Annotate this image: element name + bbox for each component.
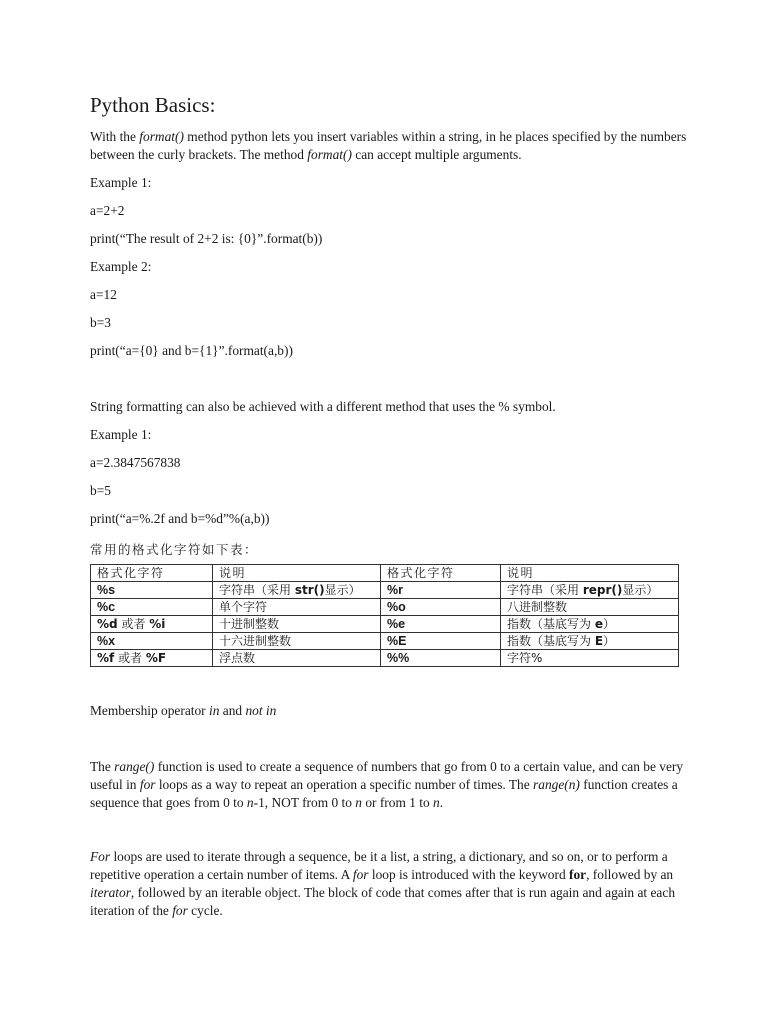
cell-text: 字符串（采用 <box>219 583 295 597</box>
for-keyword: For <box>90 849 111 864</box>
range-text: The <box>90 759 115 774</box>
intro-text-2: method python lets you insert variables within a string, in he places specified by the numbers between the curly brackets. The method <box>90 129 687 162</box>
format-example-label-1: Example 1: <box>90 175 152 190</box>
cell-text: ） <box>603 634 616 648</box>
table-cell-description: 字符% <box>501 650 679 667</box>
range-variable: n <box>246 795 254 810</box>
table-cell-specifier: %% <box>381 650 501 667</box>
cell-text: 指数（基底写为 <box>507 634 595 648</box>
percent-intro-paragraph: String formatting can also be achieved with a different method that uses the % symbol. <box>90 399 556 414</box>
cell-text: 或者 <box>117 617 150 631</box>
table-cell-specifier: %r <box>381 582 501 599</box>
range-variable: n <box>355 795 362 810</box>
cell-text: 显示） <box>622 583 659 597</box>
table-header-cell: 格式化字符 <box>381 565 501 582</box>
intro-code-format-2: format() <box>307 147 352 162</box>
table-cell-specifier: %c <box>91 599 213 616</box>
cell-code: e <box>594 617 603 631</box>
for-iterator-term: iterator <box>90 885 131 900</box>
table-cell-description <box>501 582 679 599</box>
intro-paragraph <box>90 128 690 164</box>
range-paragraph <box>90 758 690 812</box>
cell-code: repr() <box>582 583 623 597</box>
range-text: function creates a sequence that goes from 0 to <box>90 777 678 810</box>
format-example-line: print(“The result of 2+2 is: {0}”.format(b)) <box>90 231 323 246</box>
cell-text: 显示） <box>324 583 361 597</box>
for-keyword: for <box>172 903 188 918</box>
table-cell-specifier <box>91 650 213 667</box>
for-text: loop is introduced with the keyword <box>368 867 569 882</box>
format-specifier-table <box>90 564 679 667</box>
table-cell-specifier: %o <box>381 599 501 616</box>
format-example-line: a=2+2 <box>90 203 125 218</box>
cell-text: 指数（基底写为 <box>507 617 595 631</box>
table-row <box>91 633 679 650</box>
table-row <box>91 616 679 633</box>
membership-paragraph <box>90 702 690 720</box>
for-text: , followed by an iterable object. The block of code that comes after that is run again and again at each iteration of the <box>90 885 676 918</box>
membership-text: Membership operator <box>90 703 209 718</box>
cell-code: %f <box>97 651 115 665</box>
table-cell-description: 八进制整数 <box>501 599 679 616</box>
table-cell-description: 十六进制整数 <box>213 633 381 650</box>
range-text: or from 1 to <box>362 795 434 810</box>
intro-code-format: format() <box>139 129 184 144</box>
cell-code: %d <box>97 617 118 631</box>
format-example-line: a=12 <box>90 287 117 302</box>
format-example-line: print(“a={0} and b={1}”.format(a,b)) <box>90 343 293 358</box>
table-row <box>91 599 679 616</box>
table-cell-specifier: %e <box>381 616 501 633</box>
cell-text: 字符串（采用 <box>507 583 583 597</box>
table-row <box>91 650 679 667</box>
table-cell-specifier: %s <box>91 582 213 599</box>
format-example-label-2: Example 2: <box>90 259 152 274</box>
table-cell-specifier: %E <box>381 633 501 650</box>
for-keyword: for <box>352 867 369 882</box>
range-text: -1, NOT from 0 to <box>253 795 356 810</box>
percent-example-line: a=2.3847567838 <box>90 455 181 470</box>
table-cell-specifier: %x <box>91 633 213 650</box>
range-variable: n <box>433 795 440 810</box>
page-title: Python Basics: <box>90 93 216 117</box>
table-caption: 常用的格式化字符如下表： <box>90 542 259 557</box>
for-loop-paragraph <box>90 848 690 920</box>
table-cell-description <box>213 582 381 599</box>
range-text: . <box>439 795 444 810</box>
membership-keyword-not-in: not in <box>245 703 277 718</box>
cell-code: E <box>594 634 604 648</box>
for-text: , followed by an <box>586 867 674 882</box>
table-cell-description <box>501 616 679 633</box>
table-row <box>91 582 679 599</box>
cell-code: %i <box>149 617 166 631</box>
cell-code: str() <box>294 583 325 597</box>
for-text: cycle. <box>187 903 223 918</box>
cell-text: ） <box>602 617 615 631</box>
format-example-line: b=3 <box>90 315 111 330</box>
for-keyword-bold: for <box>569 867 587 882</box>
table-header-cell: 说明 <box>213 565 381 582</box>
membership-keyword-in: in <box>209 703 220 718</box>
cell-text: 或者 <box>114 651 146 665</box>
range-text: function is used to create a sequence of numbers that go from 0 to a certain value, and can be very useful in <box>90 759 684 792</box>
intro-text-1: With the <box>90 129 140 144</box>
table-header-cell: 说明 <box>501 565 679 582</box>
table-cell-description: 单个字符 <box>213 599 381 616</box>
range-code: range() <box>114 759 155 774</box>
table-cell-description: 十进制整数 <box>213 616 381 633</box>
range-code: range(n) <box>533 777 580 792</box>
percent-example-line: b=5 <box>90 483 111 498</box>
percent-example-label: Example 1: <box>90 427 152 442</box>
table-cell-specifier <box>91 616 213 633</box>
membership-text: and <box>219 703 246 718</box>
range-code: for <box>139 777 156 792</box>
percent-example-line: print(“a=%.2f and b=%d”%(a,b)) <box>90 511 270 526</box>
table-cell-description <box>501 633 679 650</box>
for-text: loops are used to iterate through a sequence, be it a list, a string, a dictionary, and so on, or to perform a repetitive operation a certain number of items. A <box>90 849 668 882</box>
table-header-row <box>91 565 679 582</box>
table-cell-description: 浮点数 <box>213 650 381 667</box>
cell-code: %F <box>145 651 167 665</box>
intro-text-3: can accept multiple arguments. <box>351 147 522 162</box>
range-text: loops as a way to repeat an operation a specific number of times. The <box>155 777 534 792</box>
table-header-cell: 格式化字符 <box>91 565 213 582</box>
